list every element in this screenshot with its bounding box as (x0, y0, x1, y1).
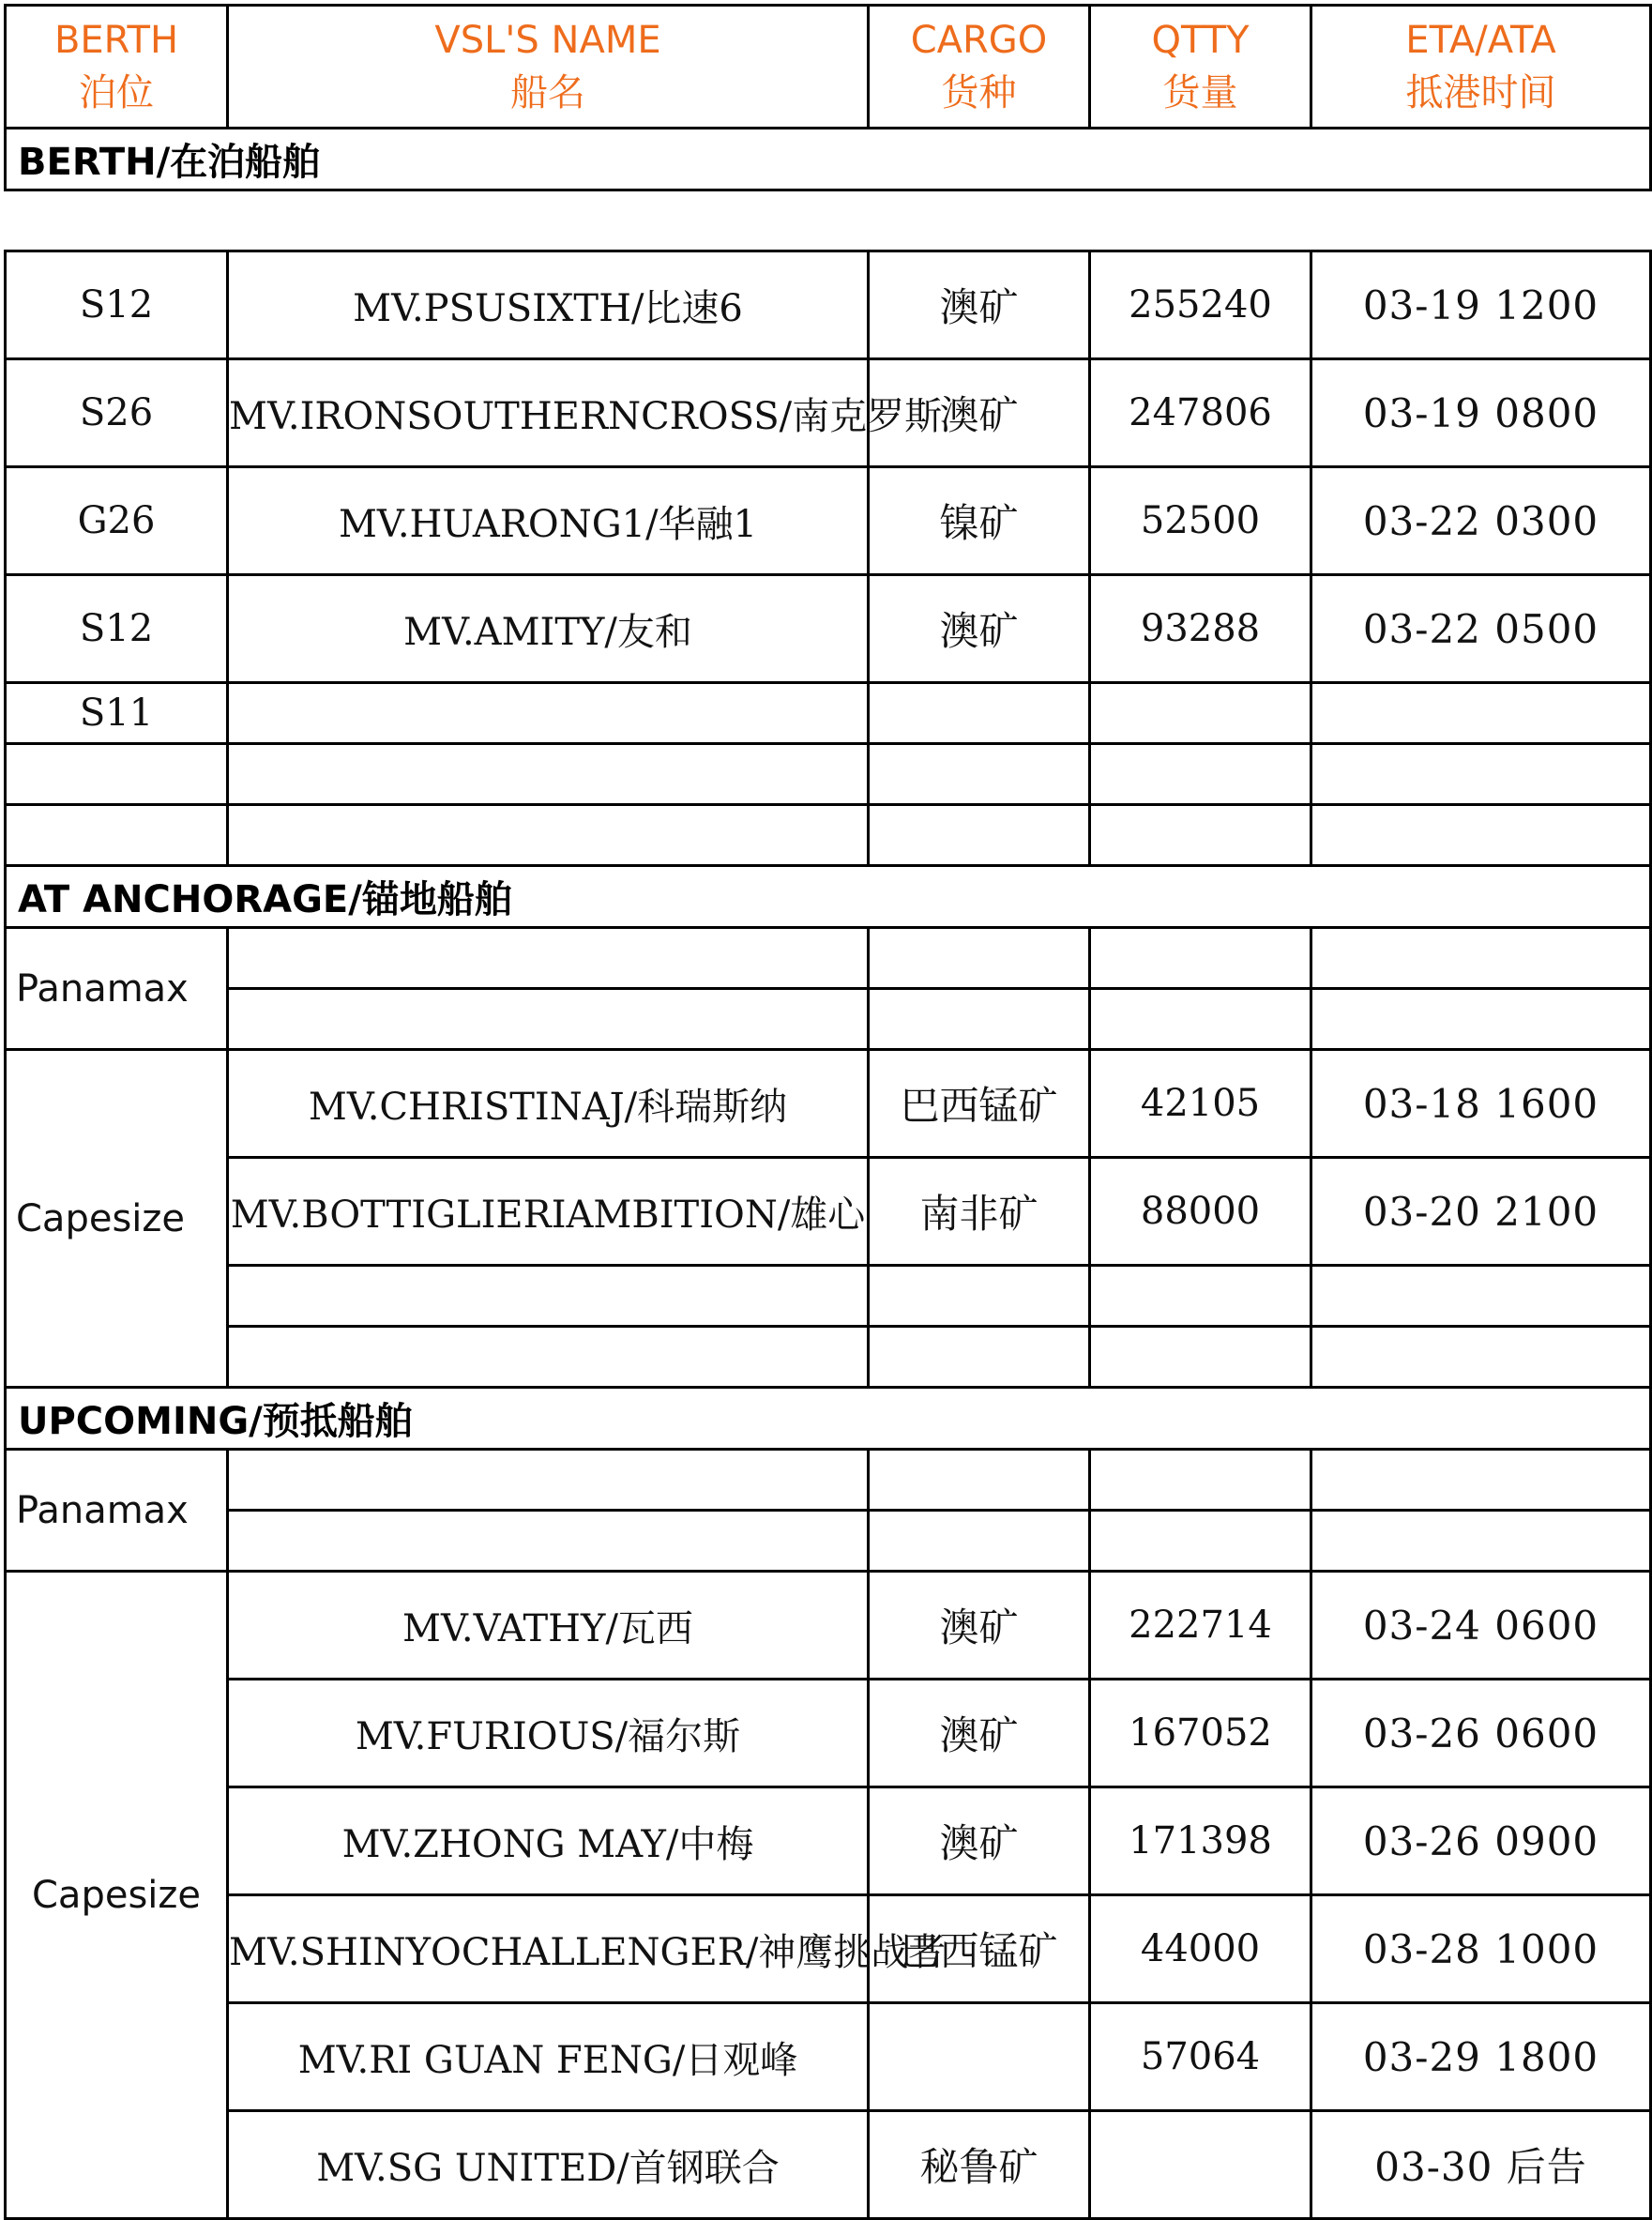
table-row (6, 2111, 1651, 2219)
cargo-cell: 巴西锰矿 (869, 1895, 1090, 2003)
cargo-cell: 澳矿 (869, 1787, 1090, 1895)
cargo-cell: 澳矿 (869, 251, 1090, 359)
spacer-row (6, 190, 1651, 251)
vessel-name-cell (228, 683, 869, 744)
table-row (6, 1572, 1651, 1680)
header-qtty: QTTY 货量 (1090, 6, 1311, 129)
qtty-cell: 222714 (1090, 1572, 1311, 1680)
eta-cell: 03-30 后告 (1311, 2111, 1651, 2219)
berth-cell: S26 (6, 359, 228, 467)
qtty-cell: 93288 (1090, 575, 1311, 683)
cargo-cell: 澳矿 (869, 359, 1090, 467)
cargo-cell (869, 683, 1090, 744)
empty-row (6, 1327, 1651, 1388)
cargo-cell: 澳矿 (869, 1680, 1090, 1787)
eta-cell: 03-22 0300 (1311, 467, 1651, 575)
vessel-name-cell: MV.SHINYOCHALLENGER/神鹰挑战者 (228, 1895, 869, 2003)
vessel-name-cell: MV.RI GUAN FENG/日观峰 (228, 2003, 869, 2111)
category-capesize: Capesize (6, 1050, 228, 1388)
table-row (6, 928, 1651, 989)
eta-cell: 03-28 1000 (1311, 1895, 1651, 2003)
berth-schedule-table (4, 4, 1652, 2220)
table-row (6, 251, 1651, 359)
qtty-cell: 57064 (1090, 2003, 1311, 2111)
table-row (6, 683, 1651, 744)
vessel-name-cell: MV.HUARONG1/华融1 (228, 467, 869, 575)
category-capesize: Capesize (6, 1572, 228, 2219)
cargo-cell: 澳矿 (869, 575, 1090, 683)
table-row (6, 1158, 1651, 1266)
category-panamax: Panamax (6, 928, 228, 1050)
eta-cell: 03-18 1600 (1311, 1050, 1651, 1158)
empty-row (6, 744, 1651, 805)
qtty-cell: 88000 (1090, 1158, 1311, 1266)
eta-cell: 03-29 1800 (1311, 2003, 1651, 2111)
qtty-cell: 255240 (1090, 251, 1311, 359)
qtty-cell: 247806 (1090, 359, 1311, 467)
qtty-cell (1090, 2111, 1311, 2219)
section-upcoming-row (6, 1388, 1651, 1450)
eta-cell: 03-24 0600 (1311, 1572, 1651, 1680)
section-anchorage-row (6, 866, 1651, 928)
eta-cell: 03-26 0900 (1311, 1787, 1651, 1895)
qtty-cell: 167052 (1090, 1680, 1311, 1787)
berth-cell: S12 (6, 251, 228, 359)
vessel-name-cell: MV.BOTTIGLIERIAMBITION/雄心 (228, 1158, 869, 1266)
vessel-name-cell: MV.VATHY/瓦西 (228, 1572, 869, 1680)
qtty-cell: 52500 (1090, 467, 1311, 575)
table-row (6, 359, 1651, 467)
cargo-cell: 澳矿 (869, 1572, 1090, 1680)
section-title-upcoming: UPCOMING/预抵船舶 (6, 1388, 1651, 1450)
table-row (6, 1050, 1651, 1158)
vessel-name-cell: MV.IRONSOUTHERNCROSS/南克罗斯 (228, 359, 869, 467)
section-title-berth: BERTH/在泊船舶 (6, 129, 1651, 190)
cargo-cell (869, 2003, 1090, 2111)
vessel-name-cell: MV.SG UNITED/首钢联合 (228, 2111, 869, 2219)
table-row (6, 467, 1651, 575)
section-title-anchorage: AT ANCHORAGE/锚地船舶 (6, 866, 1651, 928)
vessel-name-cell: MV.FURIOUS/福尔斯 (228, 1680, 869, 1787)
table-row (6, 1511, 1651, 1572)
table-row (6, 1680, 1651, 1787)
vessel-name-cell: MV.ZHONG MAY/中梅 (228, 1787, 869, 1895)
berth-cell: S12 (6, 575, 228, 683)
header-berth: BERTH 泊位 (6, 6, 228, 129)
category-panamax: Panamax (6, 1450, 228, 1572)
header-row (6, 6, 1651, 129)
table-row (6, 989, 1651, 1050)
cargo-cell: 镍矿 (869, 467, 1090, 575)
qtty-cell: 42105 (1090, 1050, 1311, 1158)
berth-cell: G26 (6, 467, 228, 575)
vessel-name-cell: MV.CHRISTINAJ/科瑞斯纳 (228, 1050, 869, 1158)
header-cargo: CARGO 货种 (869, 6, 1090, 129)
eta-cell: 03-19 0800 (1311, 359, 1651, 467)
cargo-cell: 秘鲁矿 (869, 2111, 1090, 2219)
table-row (6, 575, 1651, 683)
table-row (6, 1787, 1651, 1895)
berth-cell: S11 (6, 683, 228, 744)
table-row (6, 2003, 1651, 2111)
cargo-cell: 巴西锰矿 (869, 1050, 1090, 1158)
vessel-name-cell: MV.AMITY/友和 (228, 575, 869, 683)
table-row (6, 1450, 1651, 1511)
cargo-cell: 南非矿 (869, 1158, 1090, 1266)
header-vessel-name: VSL'S NAME 船名 (228, 6, 869, 129)
empty-row (6, 1266, 1651, 1327)
eta-cell: 03-26 0600 (1311, 1680, 1651, 1787)
table-row (6, 1895, 1651, 2003)
eta-cell (1311, 683, 1651, 744)
qtty-cell (1090, 683, 1311, 744)
vessel-name-cell: MV.PSUSIXTH/比速6 (228, 251, 869, 359)
eta-cell: 03-19 1200 (1311, 251, 1651, 359)
section-berth-row (6, 129, 1651, 190)
qtty-cell: 44000 (1090, 1895, 1311, 2003)
empty-row (6, 805, 1651, 866)
eta-cell: 03-20 2100 (1311, 1158, 1651, 1266)
eta-cell: 03-22 0500 (1311, 575, 1651, 683)
header-eta: ETA/ATA 抵港时间 (1311, 6, 1651, 129)
qtty-cell: 171398 (1090, 1787, 1311, 1895)
